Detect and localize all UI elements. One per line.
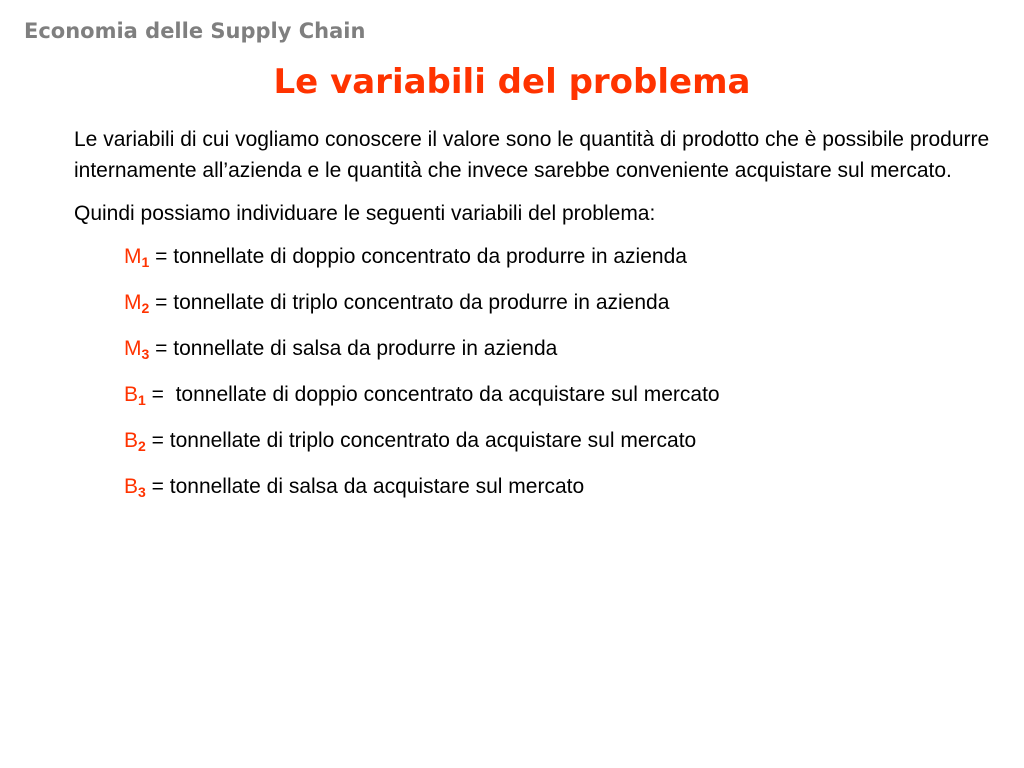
variable-symbol bbox=[124, 475, 146, 498]
variable-symbol bbox=[124, 337, 149, 360]
variable-letter: M bbox=[124, 291, 142, 314]
variable-index: 2 bbox=[138, 438, 146, 454]
variable-letter: M bbox=[124, 337, 142, 360]
variable-symbol bbox=[124, 429, 146, 452]
variable-index: 3 bbox=[141, 346, 150, 362]
variable-item bbox=[124, 471, 994, 517]
variable-index: 2 bbox=[141, 300, 150, 316]
variable-description: = tonnellate di triplo concentrato da acquistare sul mercato bbox=[145, 429, 697, 452]
variable-description: = tonnellate di doppio concentrato da acquistare sul mercato bbox=[145, 383, 720, 406]
variable-item bbox=[124, 241, 994, 287]
variable-description: = tonnellate di salsa da acquistare sul mercato bbox=[145, 475, 585, 498]
variable-item bbox=[124, 287, 994, 333]
slide-content bbox=[74, 124, 994, 517]
intro-paragraph: Le variabili di cui vogliamo conoscere il valore sono le quantità di prodotto che è possibile produrre internamente all’azienda e le quantità che invece sarebbe conveniente acquistare sul mercato. bbox=[74, 128, 990, 182]
variable-symbol bbox=[124, 291, 149, 314]
variable-symbol bbox=[124, 245, 149, 268]
variable-letter: B bbox=[124, 429, 139, 452]
variables-list bbox=[74, 241, 994, 517]
variable-index: 3 bbox=[138, 484, 146, 500]
variable-item bbox=[124, 379, 994, 425]
variable-description: = tonnellate di triplo concentrato da produrre in azienda bbox=[149, 291, 670, 314]
variable-item bbox=[124, 333, 994, 379]
variable-letter: B bbox=[124, 383, 139, 406]
variable-letter: B bbox=[124, 475, 139, 498]
variable-letter: M bbox=[124, 245, 142, 268]
variable-item bbox=[124, 425, 994, 471]
course-header: Economia delle Supply Chain bbox=[24, 19, 366, 43]
variable-index: 1 bbox=[138, 392, 146, 408]
slide-title: Le variabili del problema bbox=[273, 62, 751, 102]
lead-paragraph: Quindi possiamo individuare le seguenti variabili del problema: bbox=[74, 202, 656, 225]
variable-description: = tonnellate di salsa da produrre in azienda bbox=[149, 337, 558, 360]
variable-index: 1 bbox=[141, 254, 150, 270]
variable-description: = tonnellate di doppio concentrato da produrre in azienda bbox=[149, 245, 687, 268]
variable-symbol bbox=[124, 383, 146, 406]
